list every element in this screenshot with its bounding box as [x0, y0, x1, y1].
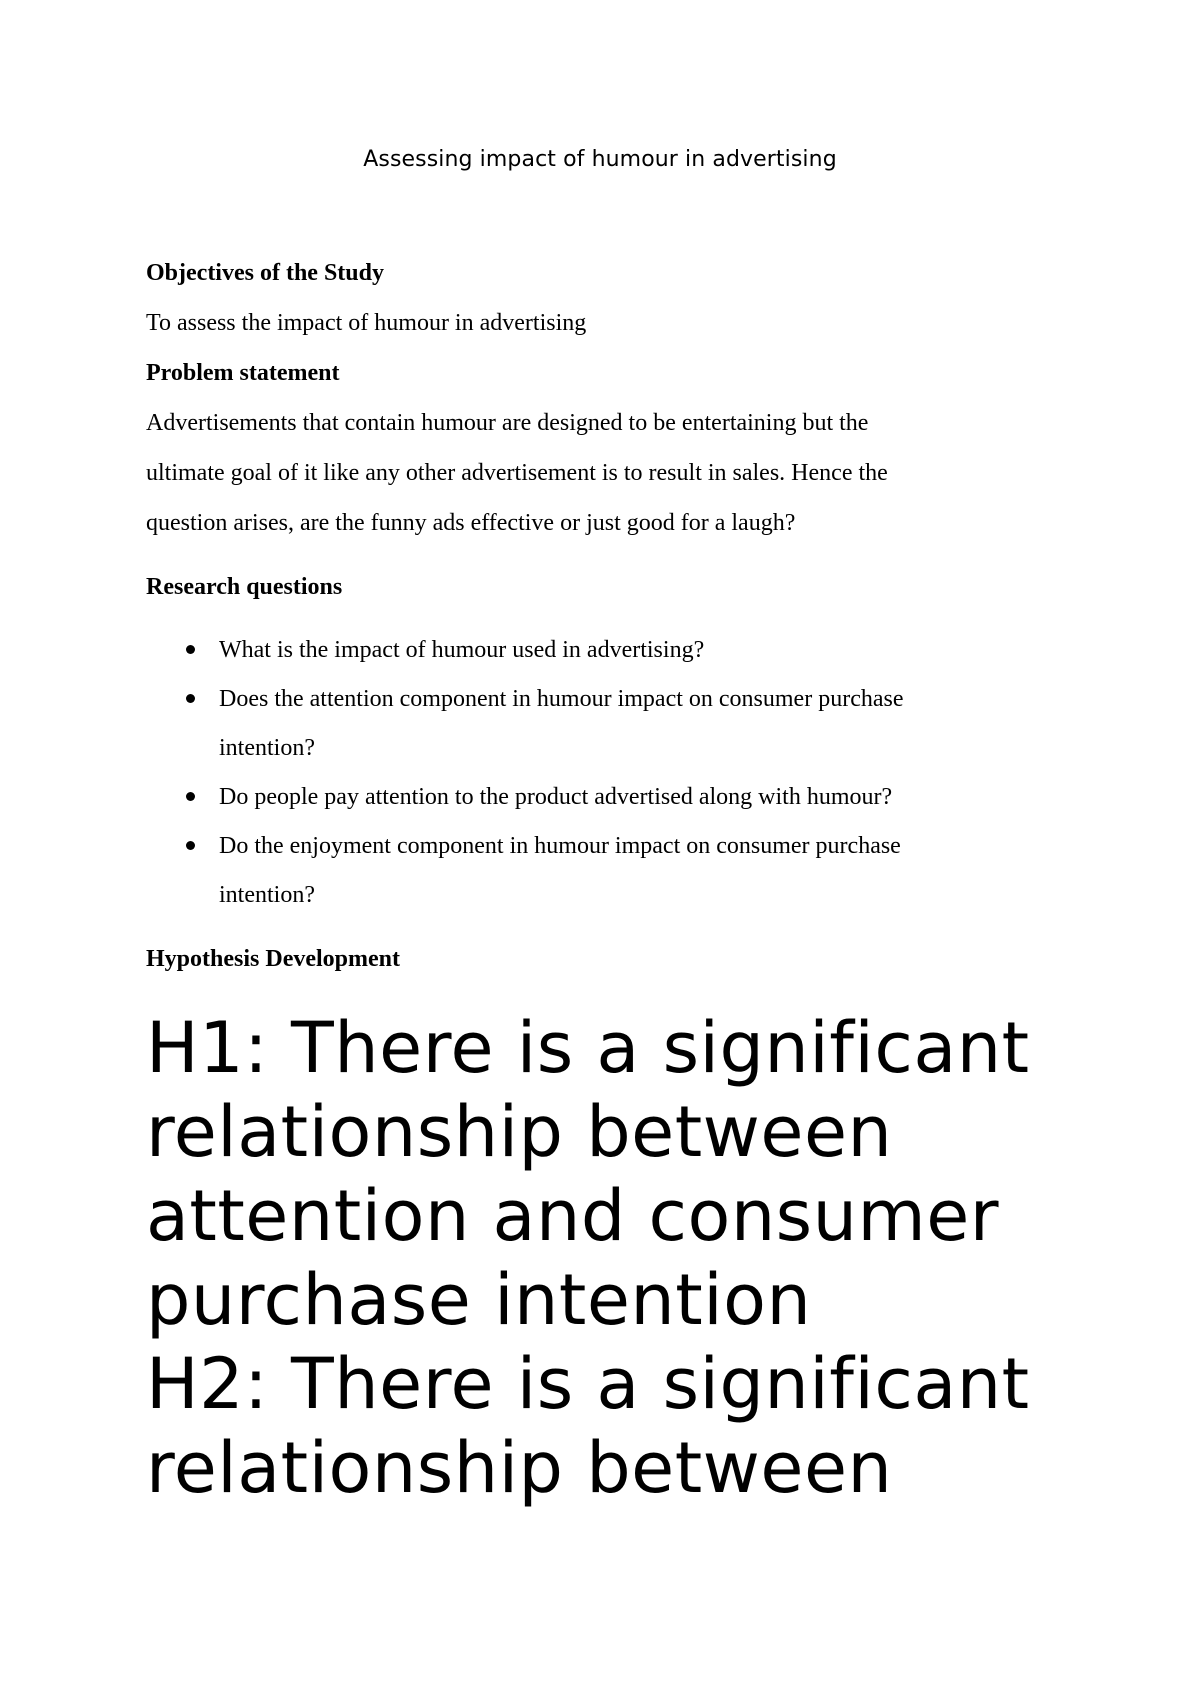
hypothesis-line: relationship between	[146, 1427, 893, 1509]
hypothesis-line: purchase intention	[146, 1259, 812, 1341]
document-title: Assessing impact of humour in advertising	[363, 147, 837, 172]
list-item-line: Do people pay attention to the product advertised along with humour?	[219, 784, 893, 810]
list-item	[146, 773, 1066, 822]
problem-line: question arises, are the funny ads effective or just good for a laugh?	[146, 510, 796, 536]
hypothesis-statements	[146, 1006, 1186, 1510]
objectives-text: To assess the impact of humour in advertising	[146, 310, 587, 336]
hypothesis-line: H2: There is a significant	[146, 1343, 1030, 1425]
bullet-dot-icon	[186, 645, 195, 654]
bullet-dot-icon	[186, 694, 195, 703]
list-item	[146, 822, 1066, 920]
hypothesis-line: H1: There is a significant	[146, 1007, 1030, 1089]
list-item	[146, 626, 1066, 675]
bullet-dot-icon	[186, 841, 195, 850]
research-questions-list	[146, 626, 1066, 920]
list-item	[146, 675, 1066, 773]
list-item-line: Do the enjoyment component in humour impact on consumer purchase	[219, 833, 901, 859]
list-item-line: Does the attention component in humour impact on consumer purchase	[219, 686, 904, 712]
hypothesis-line: attention and consumer	[146, 1175, 1000, 1257]
research-heading: Research questions	[146, 574, 343, 600]
list-item-line: What is the impact of humour used in advertising?	[219, 637, 705, 663]
problem-line: Advertisements that contain humour are designed to be entertaining but the	[146, 410, 869, 436]
problem-heading: Problem statement	[146, 360, 340, 386]
objectives-heading: Objectives of the Study	[146, 260, 384, 286]
hypothesis-heading: Hypothesis Development	[146, 946, 400, 972]
list-item-line: intention?	[219, 882, 315, 908]
bullet-dot-icon	[186, 792, 195, 801]
spacer	[146, 920, 1066, 934]
document-body	[146, 248, 1066, 984]
hypothesis-line: relationship between	[146, 1091, 893, 1173]
spacer	[146, 548, 1066, 562]
problem-line: ultimate goal of it like any other advertisement is to result in sales. Hence the	[146, 460, 888, 486]
list-item-line: intention?	[219, 735, 315, 761]
